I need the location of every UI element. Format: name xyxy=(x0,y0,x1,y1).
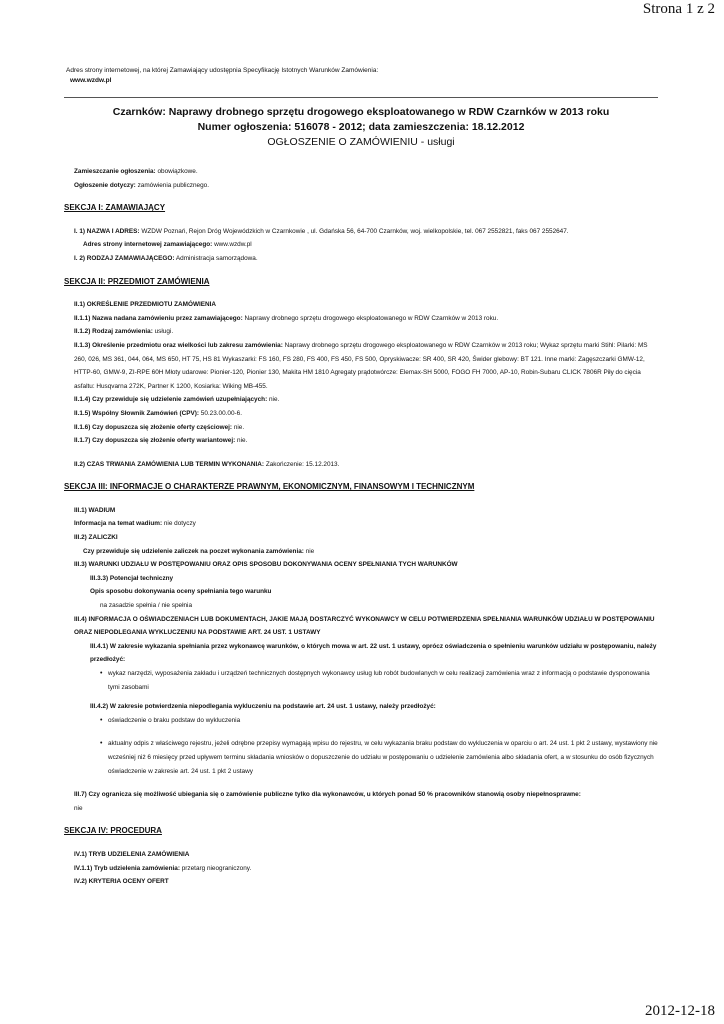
s2-i116-value: nie. xyxy=(233,423,245,431)
section-2-heading: SEKCJA II: PRZEDMIOT ZAMÓWIENIA xyxy=(64,276,210,286)
s2-i115-label: II.1.5) Wspólny Słownik Zamówień (CPV): xyxy=(74,409,199,417)
s3-h37 xyxy=(64,788,658,802)
s4-i411-row xyxy=(64,862,658,876)
s3-h34-label: III.4) INFORMACJA O OŚWIADCZENIACH LUB DOKUMENTACH, JAKIE MAJĄ DOSTARCZYĆ WYKONAWCY W CELU POTWIERDZENIA SPEŁNIANIA WARUNKÓW UDZIAŁU W POSTĘPOWANIU ORAZ NIEPODLEGANIA WYKLUCZENIU NA PODSTAWIE ART. 24 UST. 1 USTAWY xyxy=(74,615,655,637)
s2-i113-value: Naprawy drobnego sprzętu drogowego eksploatowanego w RDW Czarnków w 2013 roku; Wykaz sprzętu marki Stihl: Pilarki: MS 260, 026, MS 361, 044, 064, MS 650, HT 75, HS 81 Wykaszarki: FS 160, FS 280, FS 400, FS 450, FS 500, Opryskiwacze: SR 400, SR 420, Świder glebowy: BT 121. Inne marki: Zagęszczarki GMW-12, HTTP-60, GMW-9, ZI-RPE 60H Młoty udarowe: Pionier-120, Pionier 130, Makita HM 1810 Agregaty prądotwórcze: Elemax-SH 5000, FOGO FH 7000, AP-10, Robin-Subaru CLICK 7806R Piły do cięcia asfaltu: Husqvarna 272K, Partner K 1200, Kosiarka: Wiking MB-455. xyxy=(74,341,648,390)
s2-i117-row xyxy=(64,434,658,448)
concerns-row xyxy=(64,179,658,193)
s3-h342-list xyxy=(64,714,658,778)
s3-h341-label: III.4.1) W zakresie wykazania spełniania przez wykonawcę warunków, o których mowa w art. 22 ust. 1 ustawy, oprócz oświadczenia o spełnieniu warunków udziału w postępowaniu, należy przedłożyć: xyxy=(90,642,657,664)
s4-i411-label: IV.1.1) Tryb udzielenia zamówienia: xyxy=(74,864,180,872)
s2-i112-value: usługi. xyxy=(154,328,174,336)
s2-i113-label: II.1.3) Określenie przedmiotu oraz wielkości lub zakresu zamówienia: xyxy=(74,341,283,349)
s2-i116-row xyxy=(64,421,658,435)
s3-h342 xyxy=(64,700,658,714)
s2-i112-row xyxy=(64,325,658,339)
s2-i117-value: nie. xyxy=(237,437,248,445)
s3-wadium-row xyxy=(64,517,658,531)
s2-i117-label: II.1.7) Czy dopuszcza się złożenie oferty wariantowej: xyxy=(74,437,236,445)
s3-zal-value: nie xyxy=(305,547,315,555)
list-item: • oświadczenie o braku podstaw do wykluczenia xyxy=(100,714,658,728)
placement-row xyxy=(64,165,658,179)
s3-opis xyxy=(64,585,658,599)
s3-h34 xyxy=(64,613,658,640)
s4-h41 xyxy=(64,848,658,862)
s2-i111-label: II.1.1) Nazwa nadana zamówieniu przez zamawiającego: xyxy=(74,314,243,322)
s2-i2-label: II.2) CZAS TRWANIA ZAMÓWIENIA LUB TERMIN WYKONANIA: xyxy=(74,460,265,468)
s3-h33-label: III.3) WARUNKI UDZIAŁU W POSTĘPOWANIU ORAZ OPIS SPOSOBU DOKONYWANIA OCENY SPEŁNIANIA TYCH WARUNKÓW xyxy=(74,561,458,569)
page-date: 2012-12-18 xyxy=(645,1003,715,1019)
s2-i111-value: Naprawy drobnego sprzętu drogowego eksploatowanego w RDW Czarnków w 2013 roku. xyxy=(244,314,499,322)
s3-h342-label: III.4.2) W zakresie potwierdzenia niepodlegania wykluczeniu na podstawie art. 24 ust. 1 ustawy, należy przedłożyć: xyxy=(90,703,436,711)
s3-wadium-label: Informacja na temat wadium: xyxy=(74,520,163,528)
s4-i411-value: przetarg nieograniczony. xyxy=(181,864,252,872)
s1-type-label: I. 2) RODZAJ ZAMAWIAJĄCEGO: xyxy=(74,254,175,262)
s3-wadium-value: nie dotyczy xyxy=(163,520,196,528)
section-3-heading: SEKCJA III: INFORMACJE O CHARAKTERZE PRAWNYM, EKONOMICZNYM, FINANSOWYM I TECHNICZNYM xyxy=(64,482,475,492)
notice-body xyxy=(64,165,658,889)
s1-name-value: WZDW Poznań, Rejon Dróg Wojewódzkich w Czarnkowie , ul. Gdańska 56, 64-700 Czarnków, woj. wielkopolskie, tel. 067 2552821, faks 067 2552647. xyxy=(141,227,569,235)
concerns-value: zamówienia publicznego. xyxy=(137,181,209,189)
s2-i116-label: II.1.6) Czy dopuszcza się złożenie oferty częściowej: xyxy=(74,423,233,431)
page-number: Strona 1 z 2 xyxy=(642,1,715,17)
spacer xyxy=(64,448,658,458)
s2-i111-row xyxy=(64,312,658,326)
placement-label: Zamieszczanie ogłoszenia: xyxy=(74,168,156,175)
s3-h32 xyxy=(64,531,658,545)
s2-i114-value: nie. xyxy=(268,396,280,404)
s1-www-label: Adres strony internetowej zamawiającego: xyxy=(83,241,213,249)
s3-h31 xyxy=(64,504,658,518)
s1-www-value[interactable]: www.wzdw.pl xyxy=(214,241,252,249)
s3-h37-label: III.7) Czy ogranicza się możliwość ubiegania się o zamówienie publiczne tylko dla wykonawców, u których ponad 50 % pracowników stanowią osoby niepełnosprawne: xyxy=(74,791,581,799)
s2-i114-row xyxy=(64,393,658,407)
list-item: • aktualny odpis z właściwego rejestru, jeżeli odrębne przepisy wymagają wpisu do rejestru, w celu wykazania braku podstaw do wykluczenia w oparciu o art. 24 ust. 1 pkt 2 ustawy, wystawiony nie wcześniej niż 6 miesięcy przed upływem terminu składania wniosków o dopuszczenie do udziału w postępowaniu o udzielenie zamówienia albo składania ofert, a w stosunku do osób fizycznych oświadczenie w zakresie art. 24 ust. 1 pkt 2 ustawy xyxy=(100,737,658,778)
section-4-heading: SEKCJA IV: PROCEDURA xyxy=(64,826,162,836)
s1-name-row xyxy=(64,225,658,239)
s3-h32-label: III.2) ZALICZKI xyxy=(74,534,118,542)
s2-i112-label: II.1.2) Rodzaj zamówienia: xyxy=(74,328,153,336)
s1-type-value: Administracja samorządowa. xyxy=(175,254,258,262)
title-line-3: OGŁOSZENIE O ZAMÓWIENIU - usługi xyxy=(267,136,455,148)
title-line-2: Numer ogłoszenia: 516078 - 2012; data zamieszczenia: 18.12.2012 xyxy=(197,121,525,133)
s3-h341-list xyxy=(64,667,658,694)
s1-type-row xyxy=(64,252,658,266)
concerns-label: Ogłoszenie dotyczy: xyxy=(74,181,136,189)
s3-opis-label: Opis sposobu dokonywania oceny spełniania tego warunku xyxy=(90,588,272,596)
s3-opis-value: na zasadzie spełnia / nie spełnia xyxy=(100,602,193,610)
s2-h1 xyxy=(64,298,658,312)
s4-h42 xyxy=(64,875,658,889)
s4-h41-label: IV.1) TRYB UDZIELENIA ZAMÓWIENIA xyxy=(74,850,190,858)
header-divider xyxy=(64,97,658,98)
s1-name-label: I. 1) NAZWA I ADRES: xyxy=(74,227,140,235)
s2-i115-row xyxy=(64,407,658,421)
s2-i113-row xyxy=(64,339,658,393)
s1-www-row xyxy=(64,238,658,252)
s4-h42-label: IV.2) KRYTERIA OCENY OFERT xyxy=(74,878,169,886)
s3-h333-label: III.3.3) Potencjał techniczny xyxy=(90,574,174,582)
header-text: Adres strony internetowej, na której Zamawiający udostępnia Specyfikację Istotnych Warunków Zamówienia: xyxy=(66,67,379,74)
s2-i115-value: 50.23.00.00-6. xyxy=(200,409,242,417)
list-item: • wykaz narzędzi, wyposażenia zakładu i urządzeń technicznych dostępnych wykonawcy usług lub robót budowlanych w celu realizacji zamówienia wraz z informacją o podstawie dysponowania tymi zasobami xyxy=(100,667,658,694)
s2-h1-label: II.1) OKREŚLENIE PRZEDMIOTU ZAMÓWIENIA xyxy=(74,301,217,309)
s3-h33 xyxy=(64,558,658,572)
placement-value: obowiązkowe. xyxy=(157,168,198,175)
section-1-heading: SEKCJA I: ZAMAWIAJĄCY xyxy=(64,203,166,213)
s2-i2-row xyxy=(64,458,658,472)
s2-i114-label: II.1.4) Czy przewiduje się udzielenie zamówień uzupełniających: xyxy=(74,396,268,404)
s3-zal-row xyxy=(64,545,658,559)
header-url[interactable]: www.wzdw.pl xyxy=(70,77,112,84)
s2-i2-value: Zakończenie: 15.12.2013. xyxy=(265,460,340,468)
notice-title xyxy=(64,105,658,150)
s3-h37-value: nie xyxy=(74,804,83,812)
title-line-1: Czarnków: Naprawy drobnego sprzętu drogowego eksploatowanego w RDW Czarnków w 2013 roku xyxy=(112,106,610,118)
document-header xyxy=(66,66,378,86)
spacer xyxy=(64,778,658,788)
s3-h341 xyxy=(64,640,658,667)
s3-zal-label: Czy przewiduje się udzielenie zaliczek na poczet wykonania zamówienia: xyxy=(83,547,304,555)
s3-h333 xyxy=(64,572,658,586)
s3-h31-label: III.1) WADIUM xyxy=(74,506,116,514)
